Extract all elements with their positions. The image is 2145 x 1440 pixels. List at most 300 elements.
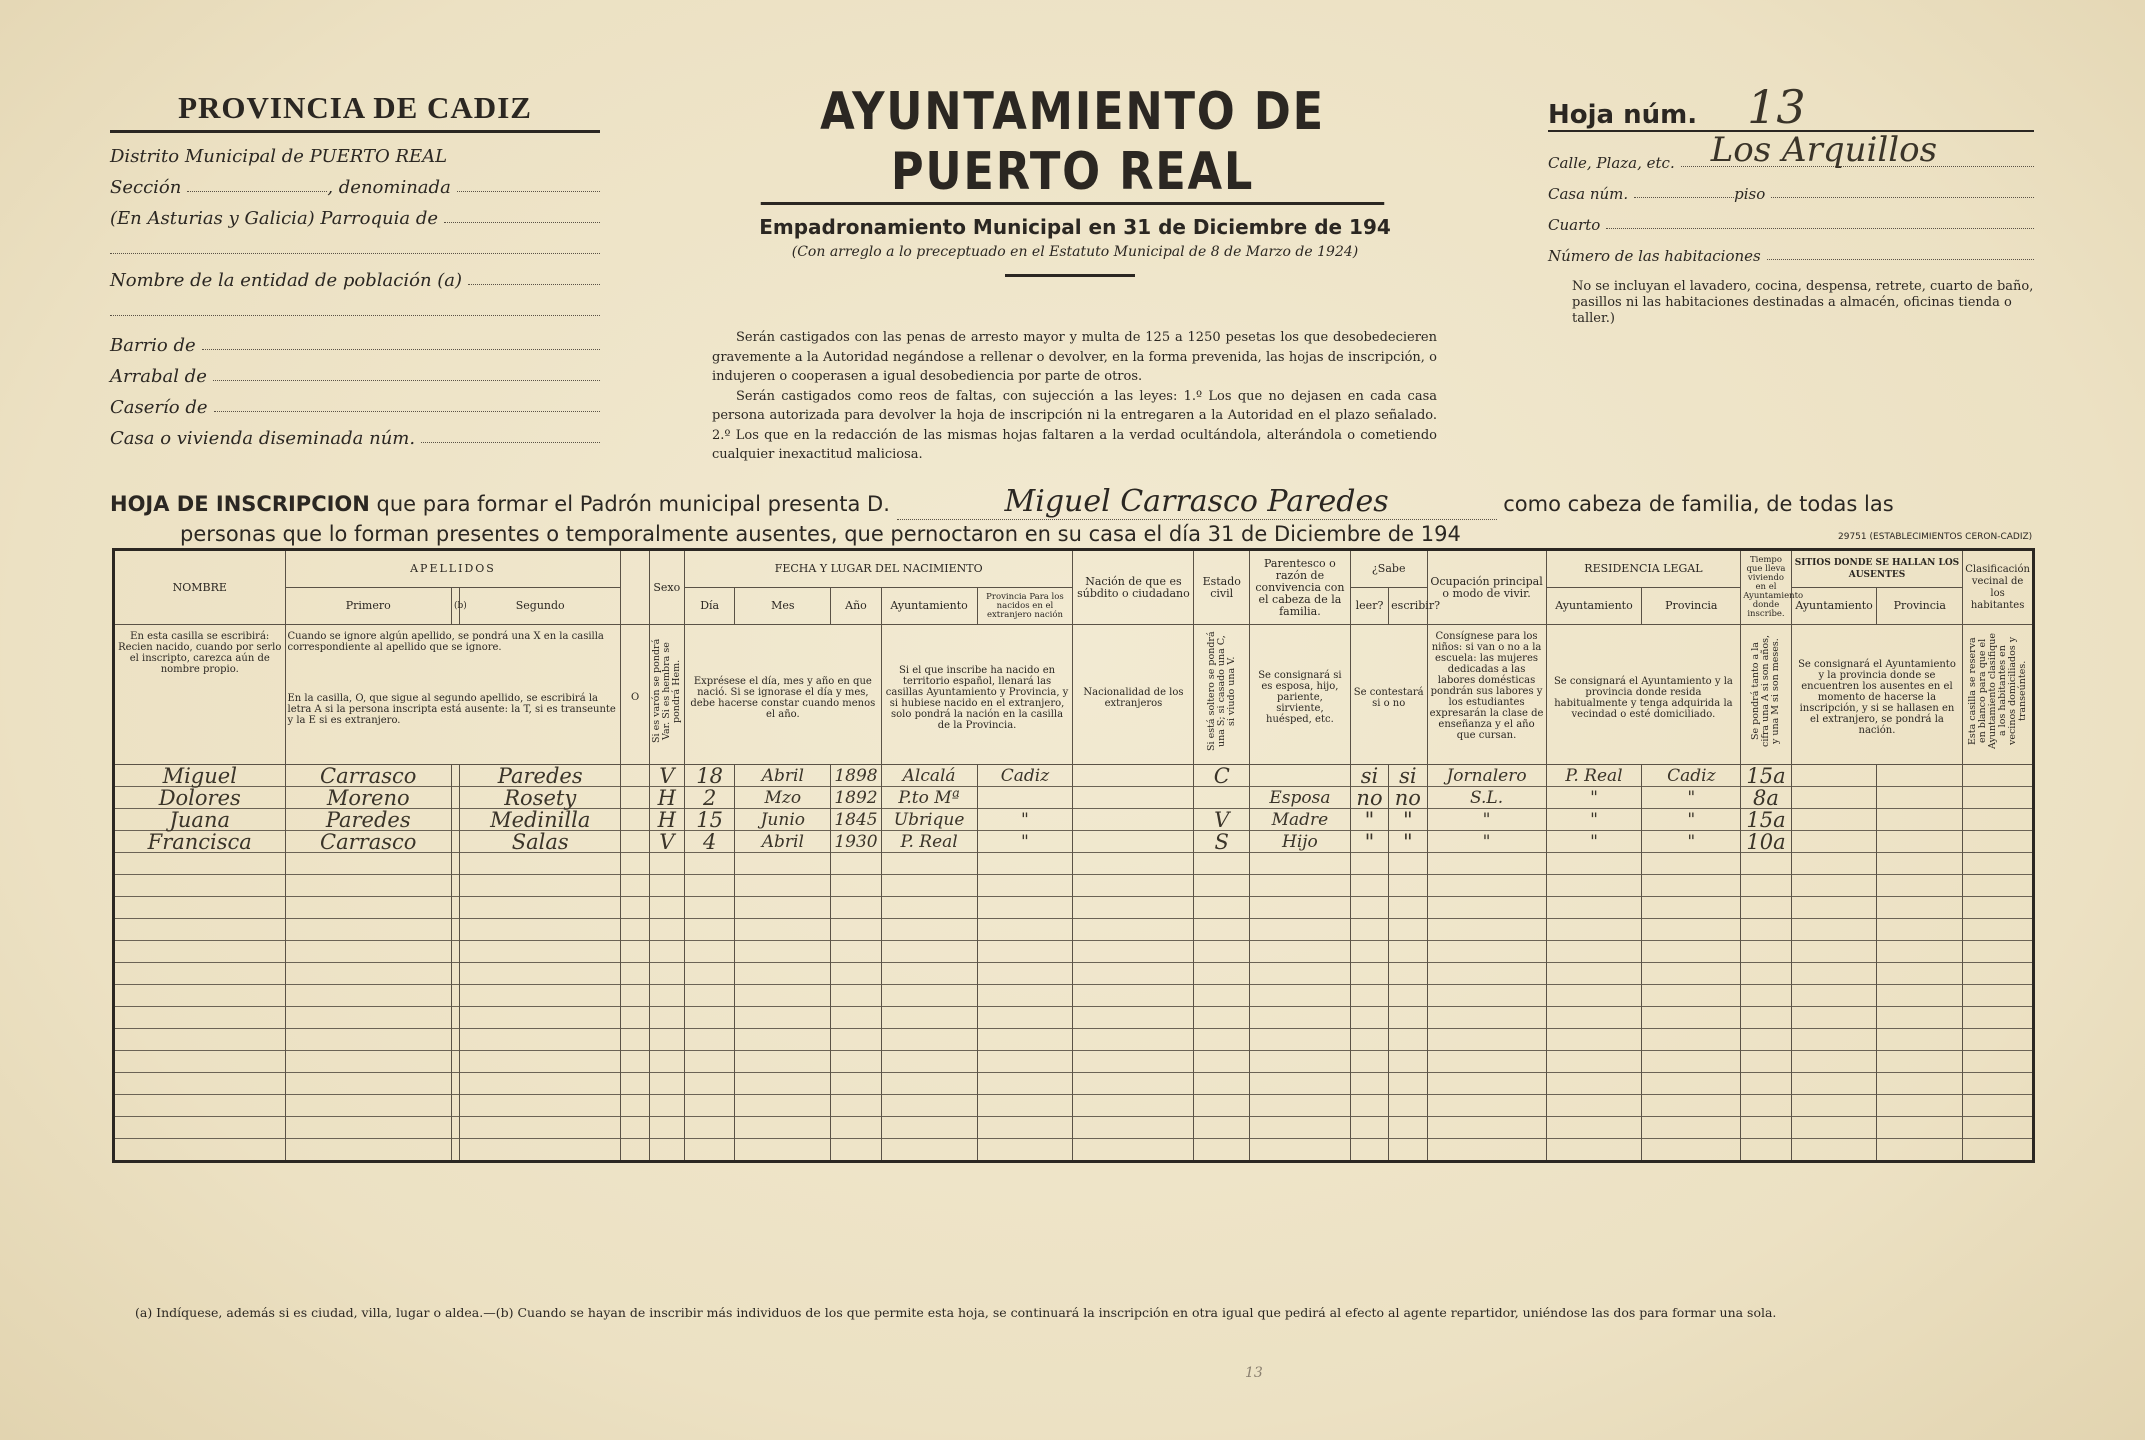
habitaciones-line [1548,234,2034,265]
cell-leer: " [1350,831,1388,853]
cell-blank [1073,809,1194,831]
cell-sexo: H [649,809,684,831]
cell-blank [621,1095,649,1117]
cell-ano: 1892 [831,787,881,809]
cell-mes: Abril [735,831,831,853]
cell-blank [621,963,649,985]
cell-leer [1350,1117,1388,1139]
cell-ano [831,1117,881,1139]
cell-sexo [649,1073,684,1095]
cell-blank [1791,1051,1877,1073]
table-row [114,853,2034,875]
cell-primero [285,1007,451,1029]
table-row [114,875,2034,897]
cell-tiempo [1741,897,1791,919]
cell-blank [1073,1139,1194,1162]
habitaciones-label: Número de las habitaciones [1548,247,1761,265]
cell-parentesco [1249,765,1350,787]
cell-estado [1194,1117,1249,1139]
cell-ayto [881,1117,977,1139]
cell-res_ayto: P. Real [1546,765,1642,787]
entidad-line [110,260,600,291]
cell-parentesco [1249,1139,1350,1162]
cell-blank [1963,985,2034,1007]
cell-tiempo: 8a [1741,787,1791,809]
cell-parentesco [1249,941,1350,963]
cuarto-line [1548,203,2034,234]
cell-tiempo [1741,1073,1791,1095]
cell-sexo [649,941,684,963]
cell-nombre: Francisca [114,831,286,853]
cell-ayto [881,1139,977,1162]
cell-res_ayto [1546,875,1642,897]
table-row [114,919,2034,941]
cell-blank [1073,963,1194,985]
cell-tiempo [1741,1139,1791,1162]
cell-ocupacion [1427,1051,1546,1073]
cell-blank [451,897,459,919]
cell-ano [831,985,881,1007]
denominada-dots [457,191,600,192]
cell-tiempo [1741,1051,1791,1073]
cell-tiempo [1741,985,1791,1007]
cell-escribir [1389,897,1427,919]
cell-escribir [1389,985,1427,1007]
cell-dia [684,1029,734,1051]
caserio-label: Caserío de [110,397,208,418]
cell-res_ayto [1546,1051,1642,1073]
cell-sexo: V [649,765,684,787]
barrio-line [110,322,600,356]
cell-ano: 1898 [831,765,881,787]
cell-sexo [649,853,684,875]
cell-ocupacion [1427,1117,1546,1139]
cell-nombre: Dolores [114,787,286,809]
cell-prov [977,985,1073,1007]
cell-blank [1963,1139,2034,1162]
cell-blank [1877,1095,1963,1117]
barrio-dots [202,349,600,350]
cell-parentesco [1249,853,1350,875]
cell-primero [285,897,451,919]
cell-segundo: Paredes [460,765,621,787]
cell-blank [451,1095,459,1117]
calle-label: Calle, Plaza, etc. [1548,154,1675,172]
cell-ano [831,1095,881,1117]
cell-sexo [649,919,684,941]
cell-ayto [881,1051,977,1073]
cell-tiempo [1741,1117,1791,1139]
cell-blank [1073,831,1194,853]
caserio-line [110,387,600,418]
cell-ocupacion [1427,875,1546,897]
table-row [114,1007,2034,1029]
entidad-dots [468,284,600,285]
inscripcion-text-2: como cabeza de familia, de todas las [1503,492,1894,516]
page-number: 13 [1245,1365,1263,1381]
cell-primero [285,875,451,897]
cell-prov [977,897,1073,919]
cell-segundo [460,897,621,919]
cell-blank [1073,897,1194,919]
cell-ano [831,1073,881,1095]
cell-primero [285,985,451,1007]
cell-estado: S [1194,831,1249,853]
col-ayuntamiento: Ayuntamiento [881,588,977,625]
cell-ayto: P.to Mª [881,787,977,809]
cell-blank [451,1007,459,1029]
parroquia-label: (En Asturias y Galicia) Parroquia de [110,208,438,229]
cell-blank [621,1139,649,1162]
cell-blank [1963,765,2034,787]
habitaciones-note: No se incluyan el lavadero, cocina, despensa, retrete, cuarto de baño, pasillos ni las habitaciones destinadas a almacén, oficinas tienda o taller.) [1572,279,2034,326]
cell-parentesco: Madre [1249,809,1350,831]
cell-segundo [460,1073,621,1095]
estatuto-subheading: (Con arreglo a lo preceptuado en el Estatuto Municipal de 8 de Marzo de 1924) [791,244,1359,260]
col-primero: Primero [285,588,451,625]
cell-nombre [114,1073,286,1095]
cell-res_prov [1642,1073,1741,1095]
cell-blank [451,1051,459,1073]
col-fecha-lugar: FECHA Y LUGAR DEL NACIMIENTO [684,550,1072,588]
cell-escribir: si [1389,765,1427,787]
cell-segundo [460,1007,621,1029]
cell-blank [621,1117,649,1139]
col-segundo: Segundo [460,588,621,625]
cell-blank [1073,1007,1194,1029]
cell-leer [1350,1051,1388,1073]
cell-blank [621,1007,649,1029]
cell-dia: 2 [684,787,734,809]
cell-parentesco [1249,1007,1350,1029]
cell-tiempo [1741,875,1791,897]
cell-estado [1194,963,1249,985]
hoja-num-line [1548,80,2034,134]
cell-blank [1877,941,1963,963]
cell-ocupacion [1427,1073,1546,1095]
cell-leer [1350,963,1388,985]
cell-blank [1791,1095,1877,1117]
cell-estado: V [1194,809,1249,831]
cell-blank [451,941,459,963]
cell-estado [1194,941,1249,963]
cell-res_ayto [1546,853,1642,875]
cell-nombre [114,853,286,875]
cell-estado [1194,1095,1249,1117]
cell-blank [1877,1073,1963,1095]
blank-dots-2 [110,315,600,316]
cell-blank [451,1029,459,1051]
table-row [114,1139,2034,1162]
cell-blank [1963,1095,2034,1117]
cell-sexo [649,985,684,1007]
cell-nombre [114,1007,286,1029]
col-nacion: Nación de que es súbdito o ciudadano [1073,550,1194,625]
inst-fecha: Exprésese el día, mes y año en que nació. Si se ignorase el día y mes, debe hacerse constar cuando menos el año. [684,625,881,765]
cell-dia [684,985,734,1007]
cell-blank [621,1029,649,1051]
cell-prov [977,1117,1073,1139]
cell-primero [285,853,451,875]
cell-tiempo [1741,963,1791,985]
cell-blank [621,919,649,941]
cell-nombre [114,985,286,1007]
cell-ano [831,963,881,985]
cell-primero [285,1139,451,1162]
cell-mes [735,1073,831,1095]
cell-dia [684,1139,734,1162]
cell-ano: 1930 [831,831,881,853]
casa-dots [421,442,600,443]
cell-blank [1073,853,1194,875]
cell-leer [1350,919,1388,941]
cell-ayto [881,941,977,963]
cell-nombre [114,897,286,919]
table-row [114,1095,2034,1117]
cell-blank [1073,1117,1194,1139]
inst-apellidos [285,625,621,765]
col-b: (b) [451,588,459,625]
cell-sexo [649,1007,684,1029]
cell-primero: Paredes [285,809,451,831]
cell-prov [977,919,1073,941]
col-nombre: NOMBRE [114,550,286,625]
table-row [114,787,2034,809]
cell-ocupacion: Jornalero [1427,765,1546,787]
casa-line [110,418,600,449]
cell-ocupacion [1427,1139,1546,1162]
cell-blank [1877,897,1963,919]
cell-estado [1194,875,1249,897]
inst-estado-text: Si está soltero se pondrá una S; si casado una C, si viudo una V. [1205,631,1237,751]
cell-blank [451,919,459,941]
cell-ano [831,1139,881,1162]
cell-blank [1073,765,1194,787]
casa-num-line [1548,172,2034,203]
cell-blank [1963,809,2034,831]
cell-parentesco [1249,875,1350,897]
cell-leer: si [1350,765,1388,787]
cell-tiempo: 10a [1741,831,1791,853]
cell-prov [977,941,1073,963]
cell-res_ayto: " [1546,831,1642,853]
cell-ocupacion [1427,1029,1546,1051]
cell-res_prov [1642,941,1741,963]
cell-segundo [460,875,621,897]
cell-blank [1791,1029,1877,1051]
col-ano: Año [831,588,881,625]
cell-blank [621,765,649,787]
cell-nombre [114,941,286,963]
cell-blank [451,765,459,787]
cell-res_prov [1642,897,1741,919]
cell-blank [451,831,459,853]
col-res-prov: Provincia [1642,588,1741,625]
cell-blank [1877,765,1963,787]
cell-sexo [649,963,684,985]
inst-clasificacion [1963,625,2034,765]
cell-blank [1877,875,1963,897]
cell-res_prov [1642,1117,1741,1139]
cell-dia: 4 [684,831,734,853]
col-sit-prov: Provincia [1877,588,1963,625]
cell-blank [1791,1117,1877,1139]
cell-blank [451,809,459,831]
table-row [114,809,2034,831]
cell-segundo [460,1029,621,1051]
cell-estado [1194,897,1249,919]
casa-num-dots [1634,197,1734,198]
cell-tiempo [1741,941,1791,963]
cell-primero [285,1117,451,1139]
cell-res_ayto [1546,1073,1642,1095]
cell-res_ayto [1546,941,1642,963]
inst-sexo-text: Si es varón se pondrá Var. Si es hembra se pondrá Hem. [650,638,682,744]
instructions-row [114,625,2034,765]
cell-primero [285,1073,451,1095]
cell-res_prov: " [1642,787,1741,809]
header-row-1 [114,550,2034,588]
inst-clasificacion-text: Esta casilla se reserva en blanco para que el Ayuntamiento clasifique a los habitantes en vecinos domiciliados y transeúntes. [1966,633,2028,749]
cell-nombre [114,1139,286,1162]
cell-res_ayto [1546,1029,1642,1051]
cell-nombre [114,963,286,985]
inst-sitios: Se consignará el Ayuntamiento y la provincia donde se encuentren los ausentes en el momento de hacerse la inscripción, y si se hallasen en el extranjero, se pondrá la nación. [1791,625,1963,765]
col-leer: leer? [1350,588,1388,625]
right-header-block [1548,80,2034,327]
cell-escribir [1389,1139,1427,1162]
cell-primero: Carrasco [285,831,451,853]
cell-ocupacion: " [1427,809,1546,831]
cell-blank [451,985,459,1007]
cell-escribir [1389,853,1427,875]
cell-ano [831,941,881,963]
cell-leer [1350,941,1388,963]
cell-blank [1073,787,1194,809]
col-sitios: SITIOS DONDE SE HALLAN LOS AUSENTES [1791,550,1963,588]
cell-sexo: H [649,787,684,809]
cell-escribir [1389,963,1427,985]
cell-ano [831,875,881,897]
cell-blank [1963,875,2034,897]
cell-blank [621,985,649,1007]
casa-num-label: Casa núm. [1548,185,1629,203]
cabeza-familia-name: Miguel Carrasco Paredes [897,484,1497,520]
col-sit-ayto: Ayuntamiento [1791,588,1877,625]
cell-dia [684,853,734,875]
cell-prov [977,1007,1073,1029]
cell-segundo: Rosety [460,787,621,809]
cell-nombre: Juana [114,809,286,831]
cell-blank [1791,897,1877,919]
cell-mes [735,985,831,1007]
inst-apellidos-text: Cuando se ignore algún apellido, se pondrá una X en la casilla correspondiente al apellido que se ignore. [287,631,604,653]
cell-nombre [114,1029,286,1051]
table-row [114,831,2034,853]
piso-label: piso [1734,185,1766,203]
cell-res_prov [1642,1095,1741,1117]
cell-escribir [1389,1095,1427,1117]
cell-segundo [460,1139,621,1162]
cell-ocupacion [1427,941,1546,963]
cell-blank [1963,919,2034,941]
cell-blank [1877,787,1963,809]
cell-dia [684,1117,734,1139]
cell-prov [977,853,1073,875]
cell-estado [1194,1139,1249,1162]
cell-prov: Cadiz [977,765,1073,787]
cell-primero [285,1029,451,1051]
cell-prov: " [977,831,1073,853]
cell-leer: " [1350,809,1388,831]
cell-blank [1877,1051,1963,1073]
cell-escribir [1389,1117,1427,1139]
col-tiempo: Tiempo que lleva viviendo en el Ayuntamiento donde inscribe. [1741,550,1791,625]
cell-blank [1791,765,1877,787]
arrabal-line [110,356,600,387]
cell-blank [1963,1029,2034,1051]
cell-tiempo [1741,1029,1791,1051]
table-row [114,985,2034,1007]
cuarto-label: Cuarto [1548,216,1601,234]
cell-segundo [460,919,621,941]
inst-nacion: Nacionalidad de los extranjeros [1073,625,1194,765]
blank-line-1 [110,229,600,260]
cell-blank [621,1073,649,1095]
col-provincia-nac: Provincia Para los nacidos en el extranjero nación [977,588,1073,625]
denominada-label: , denominada [327,177,451,198]
cell-parentesco [1249,985,1350,1007]
cell-dia [684,1095,734,1117]
table-row [114,1051,2034,1073]
cell-blank [1877,1139,1963,1162]
cell-blank [451,1073,459,1095]
cell-parentesco [1249,919,1350,941]
cell-escribir [1389,941,1427,963]
cell-blank [1877,963,1963,985]
cell-blank [1963,1117,2034,1139]
cell-res_prov [1642,1007,1741,1029]
inst-nombre: En esta casilla se escribirá: Recien nacido, cuando por serlo el inscripto, carezca aún de nombre propio. [114,625,286,765]
cell-leer [1350,875,1388,897]
cell-blank [1963,963,2034,985]
hoja-label: Hoja núm. [1548,100,1698,130]
cell-leer [1350,1139,1388,1162]
cell-dia [684,1051,734,1073]
cell-tiempo [1741,919,1791,941]
cell-mes [735,963,831,985]
cell-prov: " [977,809,1073,831]
inst-tiempo [1741,625,1791,765]
cell-sexo [649,1095,684,1117]
cell-blank [1073,941,1194,963]
cell-blank [1877,919,1963,941]
table-row [114,897,2034,919]
left-header-block [110,90,600,449]
cell-nombre: Miguel [114,765,286,787]
col-sabe: ¿Sabe [1350,550,1427,588]
rules-paragraph-1: Serán castigados con las penas de arresto mayor y multa de 125 a 1250 pesetas los que desobedecieren gravemente a la Autoridad negándose a rellenar o devolver, en la forma prevenida, las hojas de inscripción, o indujeren o cooperasen a igual desobediencia por parte de otros. [712,330,1437,384]
inst-parentesco: Se consignará si es esposa, hijo, pariente, sirviente, huésped, etc. [1249,625,1350,765]
cell-ocupacion: " [1427,831,1546,853]
cell-ayto [881,853,977,875]
cell-blank [1963,1051,2034,1073]
cell-leer [1350,1073,1388,1095]
distrito-line [110,133,600,167]
cell-estado [1194,919,1249,941]
cell-ayto [881,963,977,985]
cell-tiempo: 15a [1741,765,1791,787]
